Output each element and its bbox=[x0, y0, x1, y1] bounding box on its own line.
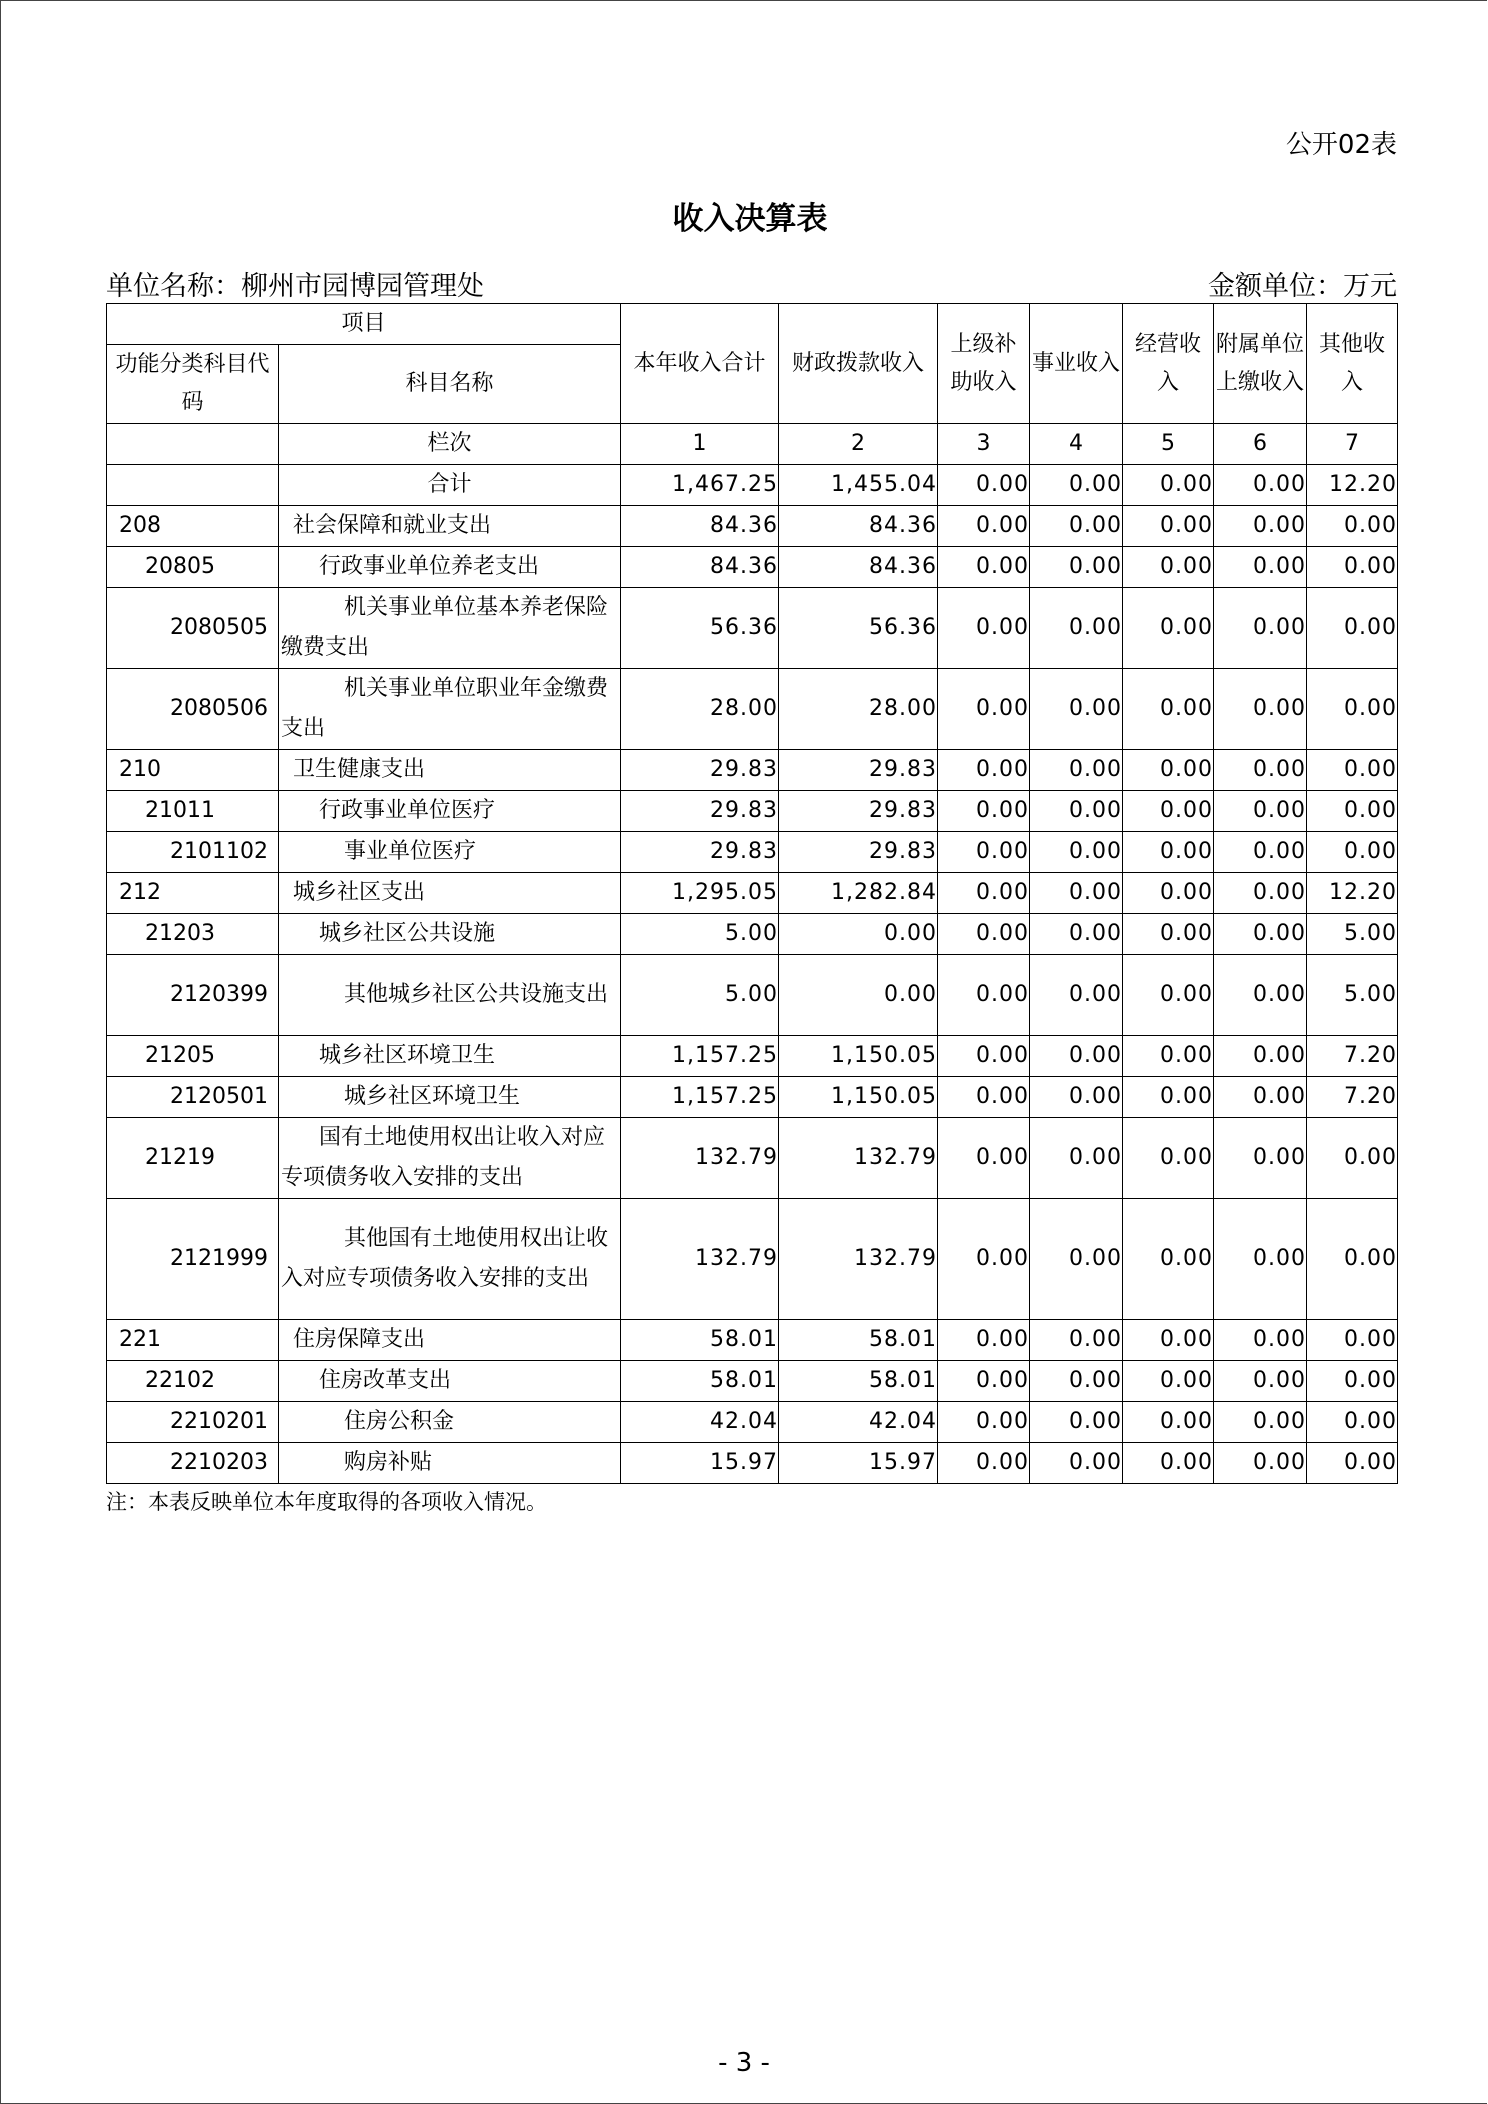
row-value: 0.00 bbox=[1123, 955, 1214, 1036]
row-value: 0.00 bbox=[938, 547, 1030, 588]
row-value: 0.00 bbox=[1030, 1036, 1123, 1077]
row-value: 0.00 bbox=[938, 791, 1030, 832]
row-value: 0.00 bbox=[1123, 1077, 1214, 1118]
row-value: 132.79 bbox=[621, 1199, 779, 1320]
table-row bbox=[107, 1199, 1398, 1320]
row-value: 0.00 bbox=[779, 914, 938, 955]
row-value: 58.01 bbox=[621, 1361, 779, 1402]
row-value: 0.00 bbox=[938, 750, 1030, 791]
row-code: 210 bbox=[107, 750, 279, 791]
money-unit: 金额单位：万元 bbox=[1208, 271, 1397, 302]
row-value: 15.97 bbox=[621, 1443, 779, 1484]
row-value: 0.00 bbox=[1123, 506, 1214, 547]
row-code: 20805 bbox=[107, 547, 279, 588]
total-value: 12.20 bbox=[1307, 465, 1398, 506]
row-value: 0.00 bbox=[1123, 914, 1214, 955]
row-value: 0.00 bbox=[938, 1443, 1030, 1484]
row-value: 1,282.84 bbox=[779, 873, 938, 914]
row-value: 0.00 bbox=[1307, 1320, 1398, 1361]
page-number: - 3 - bbox=[718, 2048, 770, 2078]
row-value: 29.83 bbox=[779, 832, 938, 873]
row-value: 0.00 bbox=[1030, 955, 1123, 1036]
header-col: 事业收入 bbox=[1030, 304, 1123, 424]
row-value: 0.00 bbox=[1030, 588, 1123, 669]
table-row bbox=[107, 506, 1398, 547]
table-row bbox=[107, 750, 1398, 791]
row-value: 29.83 bbox=[779, 791, 938, 832]
table-row bbox=[107, 1320, 1398, 1361]
total-value: 0.00 bbox=[1214, 465, 1307, 506]
row-value: 0.00 bbox=[938, 1118, 1030, 1199]
seq-number: 7 bbox=[1307, 424, 1398, 465]
row-value: 0.00 bbox=[938, 955, 1030, 1036]
row-value: 84.36 bbox=[621, 547, 779, 588]
row-value: 5.00 bbox=[1307, 955, 1398, 1036]
row-value: 0.00 bbox=[1214, 1361, 1307, 1402]
row-name: 住房保障支出 bbox=[279, 1320, 621, 1361]
row-value: 42.04 bbox=[779, 1402, 938, 1443]
header-col: 其他收入 bbox=[1307, 304, 1398, 424]
row-value: 0.00 bbox=[1307, 750, 1398, 791]
row-value: 0.00 bbox=[1123, 791, 1214, 832]
row-value: 5.00 bbox=[621, 914, 779, 955]
row-value: 0.00 bbox=[1030, 1077, 1123, 1118]
seq-number: 5 bbox=[1123, 424, 1214, 465]
row-value: 0.00 bbox=[1030, 1320, 1123, 1361]
row-value: 0.00 bbox=[938, 1320, 1030, 1361]
row-value: 0.00 bbox=[1214, 791, 1307, 832]
row-value: 58.01 bbox=[779, 1361, 938, 1402]
table-row bbox=[107, 955, 1398, 1036]
row-value: 0.00 bbox=[1307, 547, 1398, 588]
row-name: 住房公积金 bbox=[279, 1402, 621, 1443]
row-value: 0.00 bbox=[1030, 1118, 1123, 1199]
row-value: 0.00 bbox=[938, 1361, 1030, 1402]
total-value: 0.00 bbox=[1123, 465, 1214, 506]
total-value: 0.00 bbox=[938, 465, 1030, 506]
header-name: 科目名称 bbox=[279, 345, 621, 424]
row-name: 社会保障和就业支出 bbox=[279, 506, 621, 547]
table-row bbox=[107, 588, 1398, 669]
table-row bbox=[107, 791, 1398, 832]
row-value: 56.36 bbox=[621, 588, 779, 669]
table-row bbox=[107, 547, 1398, 588]
row-value: 29.83 bbox=[621, 832, 779, 873]
row-code: 21205 bbox=[107, 1036, 279, 1077]
row-value: 42.04 bbox=[621, 1402, 779, 1443]
row-value: 0.00 bbox=[938, 1402, 1030, 1443]
row-value: 0.00 bbox=[1030, 1443, 1123, 1484]
row-value: 0.00 bbox=[1214, 750, 1307, 791]
row-value: 0.00 bbox=[938, 1199, 1030, 1320]
row-name: 卫生健康支出 bbox=[279, 750, 621, 791]
row-value: 0.00 bbox=[1307, 1443, 1398, 1484]
row-value: 0.00 bbox=[1307, 1402, 1398, 1443]
row-value: 0.00 bbox=[1214, 1443, 1307, 1484]
unit-name: 单位名称：柳州市园博园管理处 bbox=[106, 271, 484, 302]
row-name: 城乡社区支出 bbox=[279, 873, 621, 914]
table-row bbox=[107, 832, 1398, 873]
row-value: 0.00 bbox=[1214, 1199, 1307, 1320]
row-value: 0.00 bbox=[1123, 1361, 1214, 1402]
row-name: 其他城乡社区公共设施支出 bbox=[279, 955, 621, 1036]
row-code: 208 bbox=[107, 506, 279, 547]
row-value: 0.00 bbox=[938, 873, 1030, 914]
row-value: 0.00 bbox=[1214, 588, 1307, 669]
row-value: 1,150.05 bbox=[779, 1077, 938, 1118]
row-value: 1,295.05 bbox=[621, 873, 779, 914]
page-title: 收入决算表 bbox=[672, 201, 828, 237]
row-value: 0.00 bbox=[1030, 1199, 1123, 1320]
row-name: 其他国有土地使用权出让收入对应专项债务收入安排的支出 bbox=[279, 1199, 621, 1320]
row-value: 0.00 bbox=[1214, 1118, 1307, 1199]
row-value: 0.00 bbox=[938, 1036, 1030, 1077]
row-code: 212 bbox=[107, 873, 279, 914]
table-row bbox=[107, 1361, 1398, 1402]
table-row bbox=[107, 1402, 1398, 1443]
total-value: 0.00 bbox=[1030, 465, 1123, 506]
row-value: 0.00 bbox=[779, 955, 938, 1036]
row-name: 机关事业单位职业年金缴费支出 bbox=[279, 669, 621, 750]
row-value: 0.00 bbox=[1123, 1036, 1214, 1077]
row-value: 0.00 bbox=[1030, 873, 1123, 914]
header-row bbox=[107, 304, 1398, 345]
row-name: 行政事业单位养老支出 bbox=[279, 547, 621, 588]
row-value: 0.00 bbox=[1307, 1361, 1398, 1402]
header-col: 上级补助收入 bbox=[938, 304, 1030, 424]
row-value: 29.83 bbox=[779, 750, 938, 791]
row-value: 5.00 bbox=[1307, 914, 1398, 955]
seq-empty bbox=[107, 424, 279, 465]
row-value: 132.79 bbox=[779, 1199, 938, 1320]
row-code: 221 bbox=[107, 1320, 279, 1361]
row-name: 城乡社区公共设施 bbox=[279, 914, 621, 955]
row-value: 0.00 bbox=[938, 506, 1030, 547]
row-value: 132.79 bbox=[779, 1118, 938, 1199]
table-row bbox=[107, 1036, 1398, 1077]
row-code: 2120399 bbox=[107, 955, 279, 1036]
row-name: 购房补贴 bbox=[279, 1443, 621, 1484]
row-value: 0.00 bbox=[1030, 669, 1123, 750]
row-value: 58.01 bbox=[621, 1320, 779, 1361]
row-value: 0.00 bbox=[1123, 669, 1214, 750]
seq-number: 4 bbox=[1030, 424, 1123, 465]
row-value: 0.00 bbox=[1030, 791, 1123, 832]
row-value: 29.83 bbox=[621, 750, 779, 791]
row-value: 0.00 bbox=[1307, 588, 1398, 669]
row-value: 0.00 bbox=[1030, 506, 1123, 547]
row-value: 0.00 bbox=[1030, 750, 1123, 791]
seq-number: 1 bbox=[621, 424, 779, 465]
row-value: 0.00 bbox=[1214, 873, 1307, 914]
row-value: 1,157.25 bbox=[621, 1036, 779, 1077]
row-code: 2120501 bbox=[107, 1077, 279, 1118]
row-value: 0.00 bbox=[1123, 1443, 1214, 1484]
row-value: 0.00 bbox=[1214, 914, 1307, 955]
row-value: 0.00 bbox=[1214, 955, 1307, 1036]
row-value: 0.00 bbox=[1307, 832, 1398, 873]
row-value: 0.00 bbox=[1214, 1402, 1307, 1443]
row-value: 0.00 bbox=[938, 1077, 1030, 1118]
row-value: 5.00 bbox=[621, 955, 779, 1036]
row-value: 0.00 bbox=[1123, 588, 1214, 669]
row-value: 0.00 bbox=[1214, 506, 1307, 547]
row-value: 0.00 bbox=[1214, 832, 1307, 873]
row-code: 2210203 bbox=[107, 1443, 279, 1484]
form-number: 公开02表 bbox=[1285, 130, 1397, 160]
income-table bbox=[106, 303, 1398, 1484]
row-value: 84.36 bbox=[779, 506, 938, 547]
seq-row bbox=[107, 424, 1398, 465]
header-code: 功能分类科目代码 bbox=[107, 345, 279, 424]
total-row bbox=[107, 465, 1398, 506]
row-value: 28.00 bbox=[779, 669, 938, 750]
row-value: 0.00 bbox=[1307, 1199, 1398, 1320]
row-code: 2121999 bbox=[107, 1199, 279, 1320]
row-value: 0.00 bbox=[938, 669, 1030, 750]
row-value: 0.00 bbox=[1214, 1320, 1307, 1361]
table-row bbox=[107, 1443, 1398, 1484]
row-value: 0.00 bbox=[1123, 873, 1214, 914]
row-value: 15.97 bbox=[779, 1443, 938, 1484]
table-note: 注：本表反映单位本年度取得的各项收入情况。 bbox=[106, 1490, 547, 1514]
total-label: 合计 bbox=[279, 465, 621, 506]
row-value: 0.00 bbox=[938, 588, 1030, 669]
seq-number: 2 bbox=[779, 424, 938, 465]
row-value: 0.00 bbox=[1307, 791, 1398, 832]
row-code: 21203 bbox=[107, 914, 279, 955]
row-value: 0.00 bbox=[1030, 914, 1123, 955]
table-row bbox=[107, 1118, 1398, 1199]
row-value: 0.00 bbox=[1123, 1320, 1214, 1361]
row-code: 2101102 bbox=[107, 832, 279, 873]
row-value: 0.00 bbox=[1123, 1402, 1214, 1443]
row-value: 0.00 bbox=[1123, 547, 1214, 588]
row-value: 56.36 bbox=[779, 588, 938, 669]
row-value: 84.36 bbox=[621, 506, 779, 547]
row-value: 0.00 bbox=[1030, 547, 1123, 588]
row-value: 7.20 bbox=[1307, 1077, 1398, 1118]
row-value: 0.00 bbox=[1214, 547, 1307, 588]
seq-number: 3 bbox=[938, 424, 1030, 465]
row-name: 机关事业单位基本养老保险缴费支出 bbox=[279, 588, 621, 669]
row-value: 1,157.25 bbox=[621, 1077, 779, 1118]
table-row bbox=[107, 669, 1398, 750]
row-value: 0.00 bbox=[1307, 669, 1398, 750]
row-code: 2080505 bbox=[107, 588, 279, 669]
header-col: 财政拨款收入 bbox=[779, 304, 938, 424]
row-value: 28.00 bbox=[621, 669, 779, 750]
row-code: 21219 bbox=[107, 1118, 279, 1199]
table-row bbox=[107, 1077, 1398, 1118]
row-value: 0.00 bbox=[1214, 1077, 1307, 1118]
row-value: 132.79 bbox=[621, 1118, 779, 1199]
table-row bbox=[107, 914, 1398, 955]
row-value: 0.00 bbox=[1123, 832, 1214, 873]
row-name: 城乡社区环境卫生 bbox=[279, 1077, 621, 1118]
seq-number: 6 bbox=[1214, 424, 1307, 465]
row-name: 事业单位医疗 bbox=[279, 832, 621, 873]
header-item: 项目 bbox=[107, 304, 621, 345]
total-value: 1,455.04 bbox=[779, 465, 938, 506]
row-name: 国有土地使用权出让收入对应专项债务收入安排的支出 bbox=[279, 1118, 621, 1199]
row-value: 0.00 bbox=[1030, 1361, 1123, 1402]
row-code: 2080506 bbox=[107, 669, 279, 750]
row-name: 城乡社区环境卫生 bbox=[279, 1036, 621, 1077]
row-value: 0.00 bbox=[1123, 750, 1214, 791]
total-empty bbox=[107, 465, 279, 506]
row-value: 0.00 bbox=[1307, 506, 1398, 547]
row-value: 0.00 bbox=[938, 832, 1030, 873]
row-value: 1,150.05 bbox=[779, 1036, 938, 1077]
row-code: 2210201 bbox=[107, 1402, 279, 1443]
row-value: 0.00 bbox=[938, 914, 1030, 955]
seq-label: 栏次 bbox=[279, 424, 621, 465]
row-value: 84.36 bbox=[779, 547, 938, 588]
row-value: 0.00 bbox=[1030, 832, 1123, 873]
row-value: 0.00 bbox=[1123, 1199, 1214, 1320]
row-name: 行政事业单位医疗 bbox=[279, 791, 621, 832]
total-value: 1,467.25 bbox=[621, 465, 779, 506]
header-col: 经营收入 bbox=[1123, 304, 1214, 424]
row-value: 29.83 bbox=[621, 791, 779, 832]
row-value: 0.00 bbox=[1214, 1036, 1307, 1077]
row-value: 0.00 bbox=[1214, 669, 1307, 750]
row-value: 7.20 bbox=[1307, 1036, 1398, 1077]
row-code: 22102 bbox=[107, 1361, 279, 1402]
row-value: 0.00 bbox=[1123, 1118, 1214, 1199]
row-value: 0.00 bbox=[1030, 1402, 1123, 1443]
row-value: 0.00 bbox=[1307, 1118, 1398, 1199]
row-value: 12.20 bbox=[1307, 873, 1398, 914]
header-col: 本年收入合计 bbox=[621, 304, 779, 424]
row-name: 住房改革支出 bbox=[279, 1361, 621, 1402]
row-code: 21011 bbox=[107, 791, 279, 832]
table-row bbox=[107, 873, 1398, 914]
row-value: 58.01 bbox=[779, 1320, 938, 1361]
header-col: 附属单位上缴收入 bbox=[1214, 304, 1307, 424]
